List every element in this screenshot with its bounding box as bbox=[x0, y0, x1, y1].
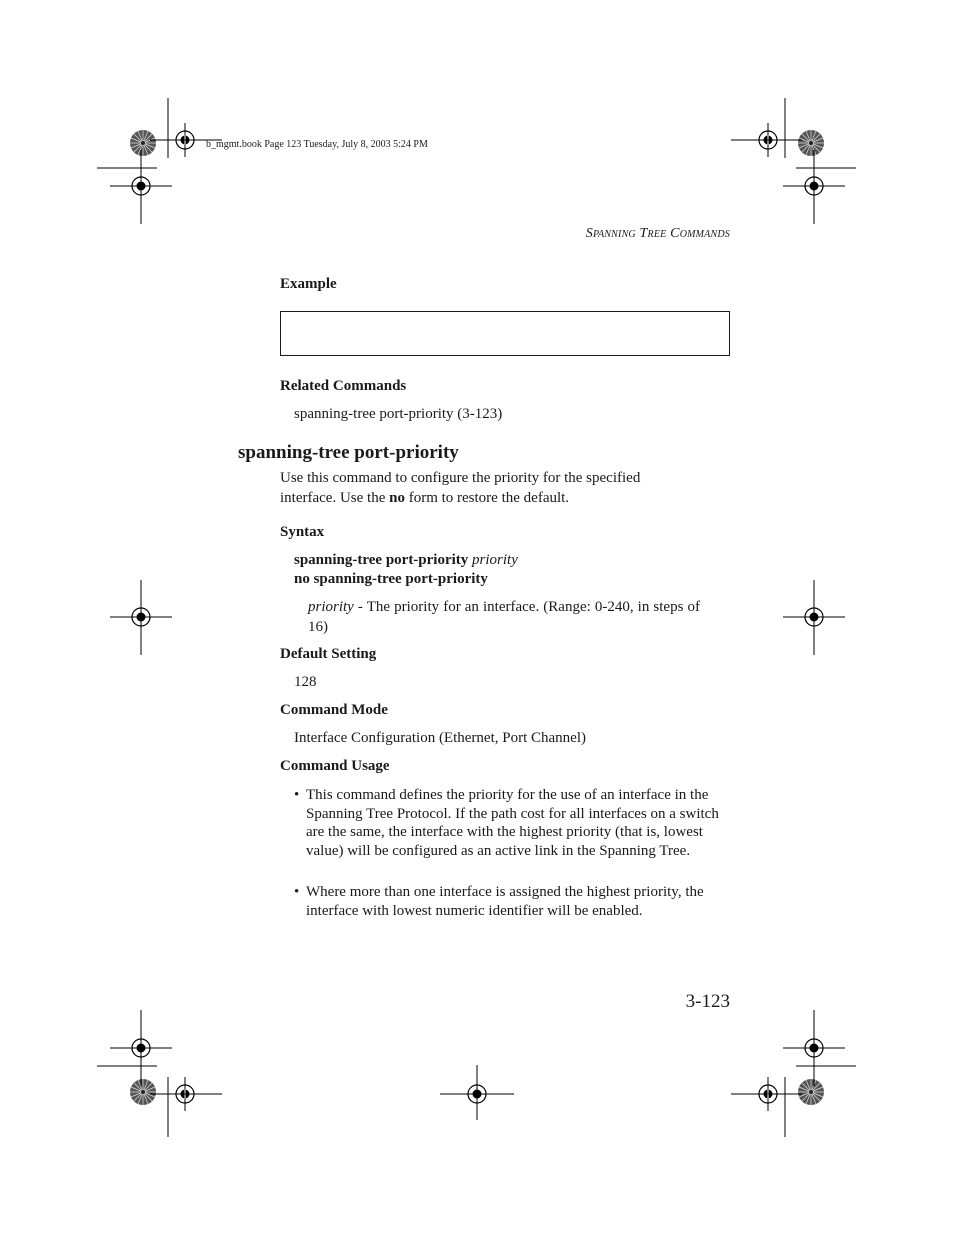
example-box bbox=[280, 311, 730, 356]
parameter-name: priority bbox=[308, 599, 354, 615]
syntax-parameter: priority bbox=[472, 552, 518, 568]
syntax-line-1 bbox=[294, 551, 518, 571]
intro-text-after: form to restore the default. bbox=[404, 489, 570, 506]
syntax-heading: Syntax bbox=[280, 524, 325, 540]
related-command-link: spanning-tree port-priority (3-123) bbox=[294, 406, 503, 422]
usage-bullet-2 bbox=[294, 883, 730, 920]
usage-bullet-text: Where more than one interface is assigned the highest priority, the interface with lowest numeric identifier will be enabled. bbox=[306, 884, 704, 919]
command-usage-heading: Command Usage bbox=[280, 758, 390, 774]
syntax-command: spanning-tree port-priority bbox=[294, 552, 469, 568]
command-mode-heading: Command Mode bbox=[280, 702, 388, 718]
related-commands-heading: Related Commands bbox=[280, 378, 407, 394]
section-intro bbox=[280, 469, 700, 508]
command-mode-value: Interface Configuration (Ethernet, Port Channel) bbox=[294, 730, 586, 746]
intro-no-keyword: no bbox=[389, 489, 405, 506]
default-setting-heading: Default Setting bbox=[280, 646, 377, 662]
default-setting-value: 128 bbox=[294, 674, 317, 690]
syntax-no-command: no spanning-tree port-priority bbox=[294, 571, 488, 587]
page-number: 3-123 bbox=[685, 991, 730, 1012]
running-head: Spanning Tree Commands bbox=[585, 226, 730, 241]
parameter-desc: - The priority for an interface. (Range: 0-240, in steps of 16) bbox=[308, 599, 700, 635]
intro-text-before: Use this command to configure the priority for the specified interface. Use the bbox=[280, 470, 641, 506]
usage-bullet-text: This command defines the priority for the use of an interface in the Spanning Tree Protocol. If the path cost for all interfaces on a switch are the same, the interface with the highest priority (that is, lowest value) will be configured as an active link in the Spanning Tree. bbox=[306, 787, 719, 860]
section-title: spanning-tree port-priority bbox=[238, 442, 459, 463]
syntax-line-2 bbox=[294, 570, 488, 590]
bullet-marker: • bbox=[294, 787, 300, 803]
example-heading: Example bbox=[280, 276, 337, 292]
bullet-marker: • bbox=[294, 884, 300, 900]
usage-bullet-1 bbox=[294, 786, 730, 861]
parameter-description bbox=[308, 598, 700, 637]
print-slug: b_mgmt.book Page 123 Tuesday, July 8, 2003 5:24 PM bbox=[206, 139, 428, 150]
